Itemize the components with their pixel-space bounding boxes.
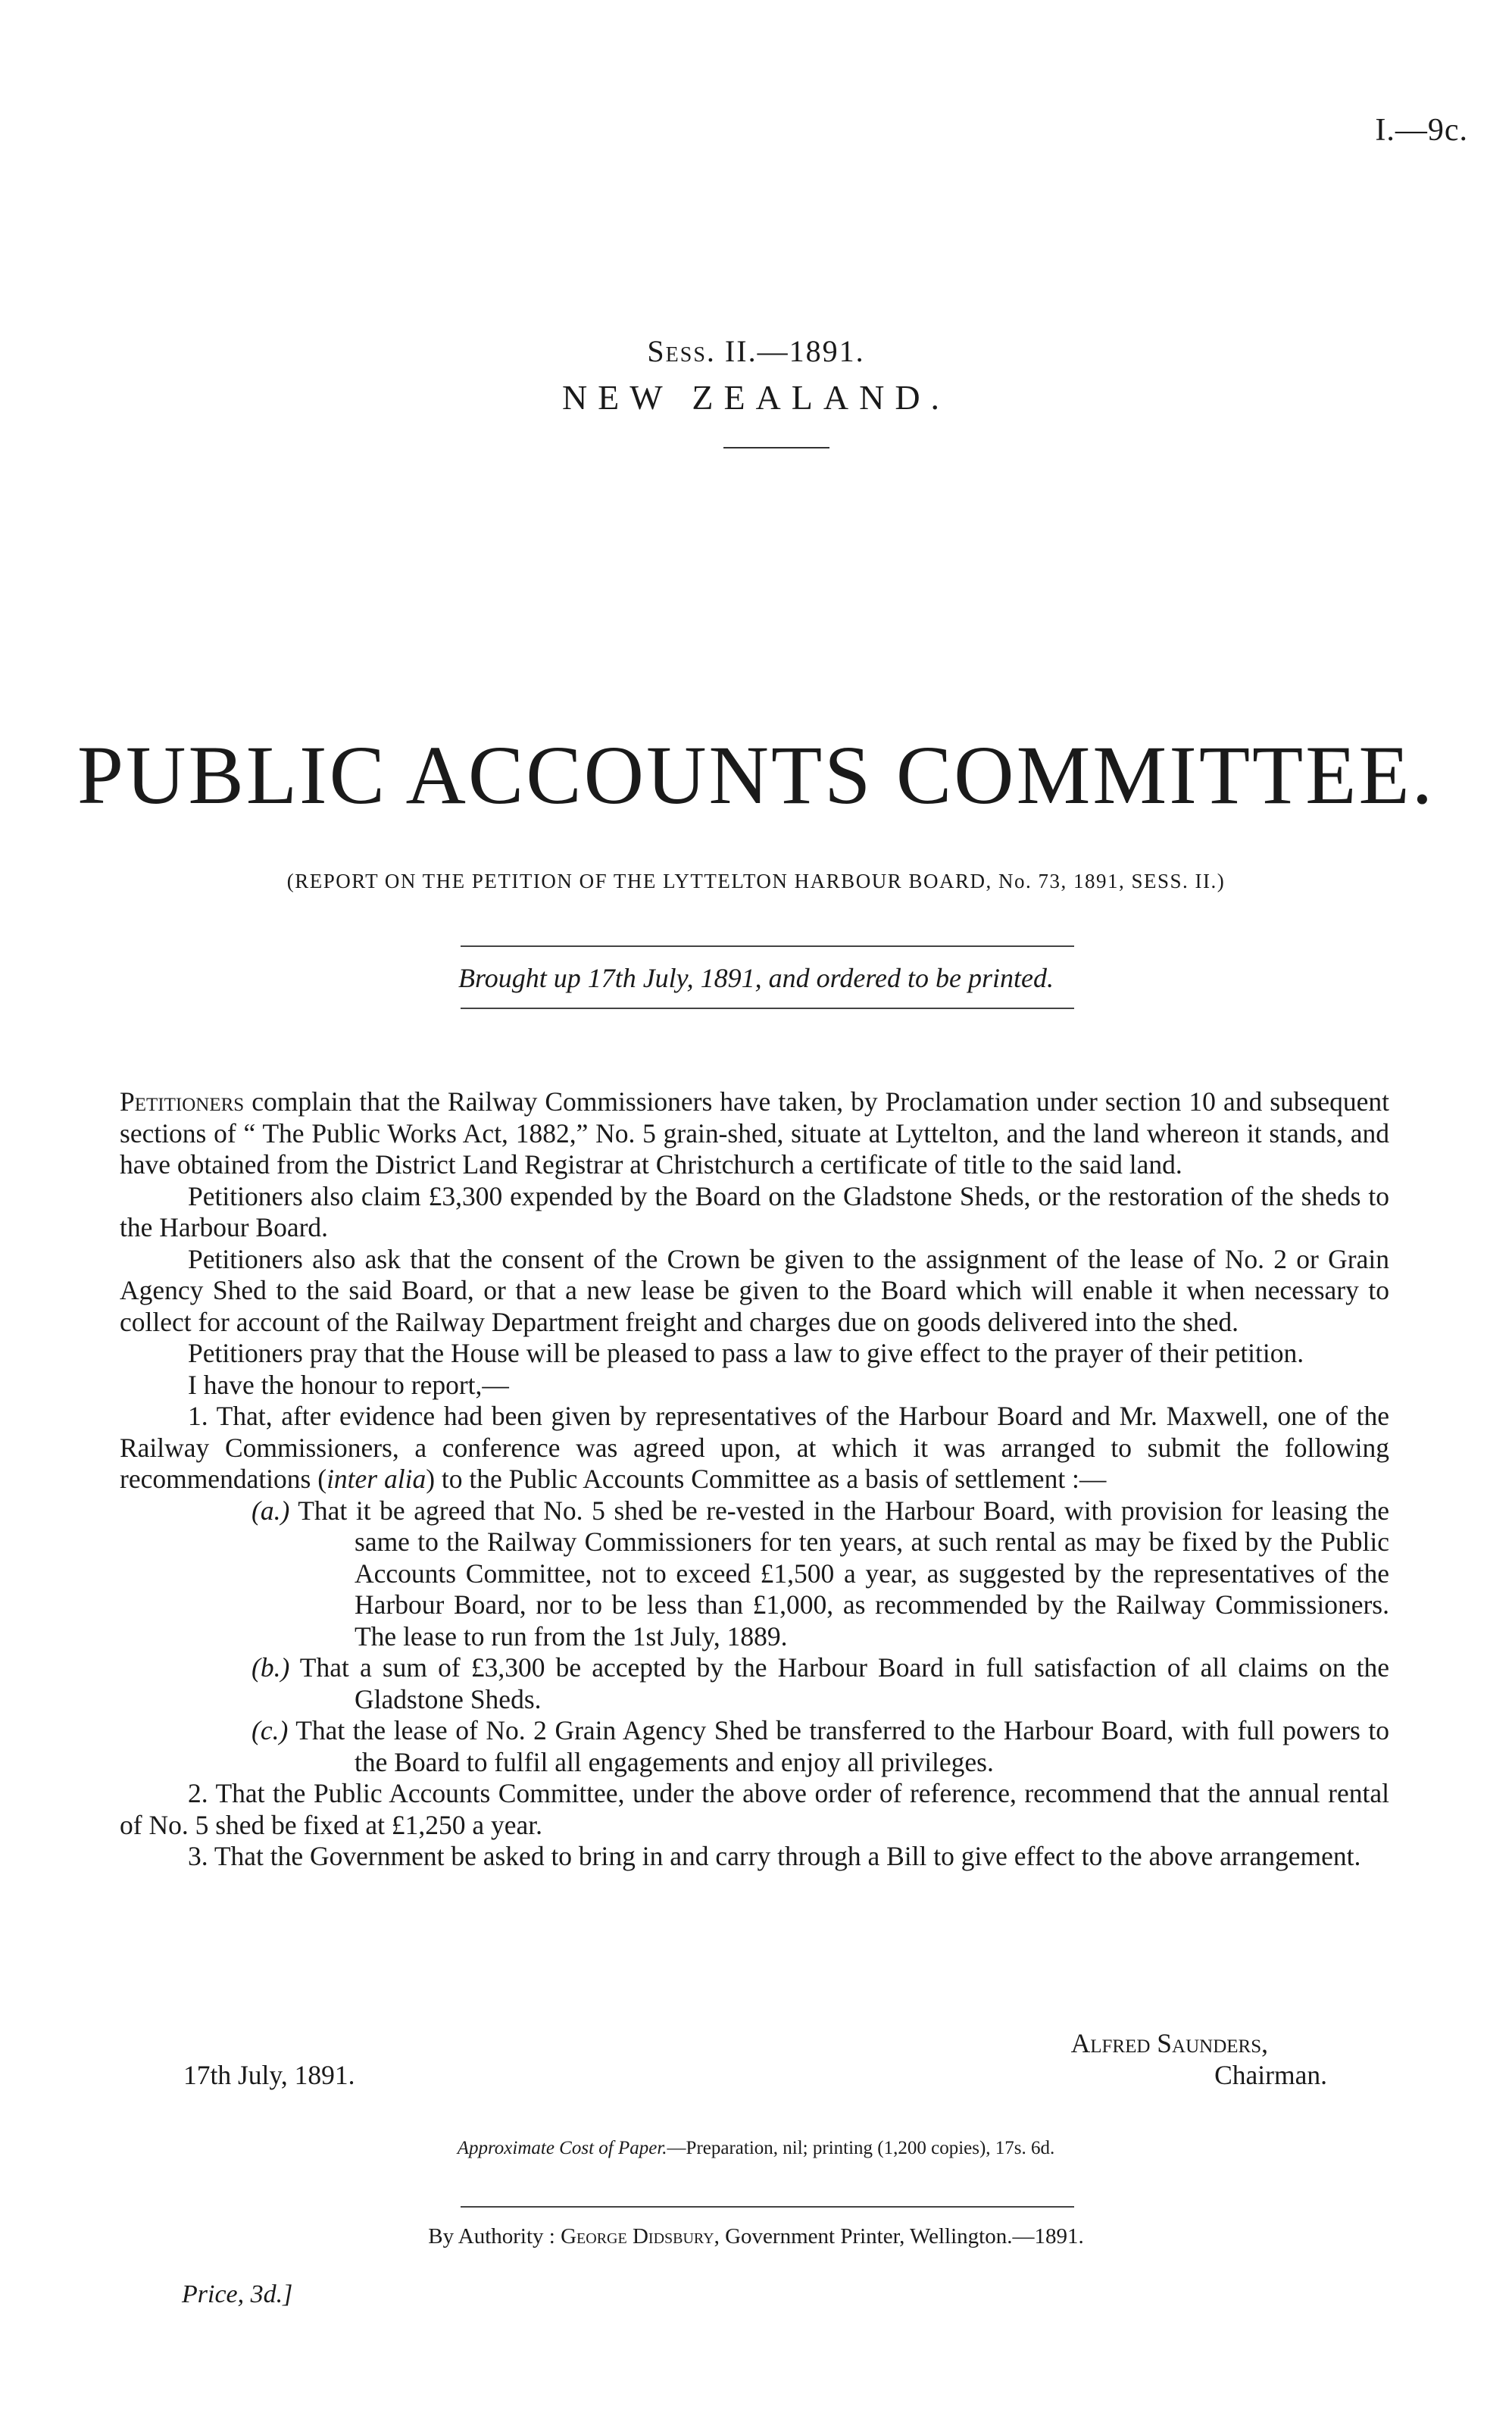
printer-name: George Didsbury, — [561, 2224, 720, 2248]
paragraph-5: I have the honour to report,— — [188, 1369, 509, 1400]
session-prefix: Sess. — [647, 334, 716, 368]
session-year: II.—1891. — [724, 334, 865, 368]
paragraph-4: Petitioners pray that the House will be pleased to pass a law to give effect to the prayer of their petition. — [188, 1338, 1304, 1368]
report-body — [120, 1086, 1389, 1873]
signature-block — [120, 2027, 1327, 2091]
signatory-name: Alfred Saunders, — [1070, 2028, 1268, 2058]
recommendation-a: (a.) That it be agreed that No. 5 shed be re-vested in the Harbour Board, with provision for leasing the same to the Railway Commissioners for ten years, at such rental as may be fixed by the Public Accounts Committee, not to exceed £1,500 a year, as suggested by the representatives of the Harbour Board, nor to be less than £1,000, as recommended by the Railway Commissioners. The lease to run from the 1st July, 1889. — [251, 1495, 1389, 1652]
document-subtitle: (REPORT ON THE PETITION OF THE LYTTELTON HARBOUR BOARD, No. 73, 1891, SESS. II.) — [286, 870, 1226, 892]
paragraph-lead: Petitioners — [120, 1086, 245, 1117]
item-label: (c.) — [251, 1715, 289, 1745]
document-title: PUBLIC ACCOUNTS COMMITTEE. — [77, 729, 1435, 821]
brought-up-note: Brought up 17th July, 1891, and ordered to be printed. — [458, 963, 1054, 993]
country-heading: NEW ZEALAND. — [561, 378, 951, 417]
paragraph-8: 3. That the Government be asked to bring in and carry through a Bill to give effect to the above arrangement. — [188, 1841, 1361, 1871]
paragraph-2: Petitioners also claim £3,300 expended by the Board on the Gladstone Sheds, or the restoration of the sheds to the Harbour Board. — [120, 1180, 1389, 1242]
document-reference: I.—9c. — [1375, 113, 1468, 148]
paragraph-3: Petitioners also ask that the consent of the Crown be given to the assignment of the lease of No. 2 or Grain Agency Shed to the said Board, or that a new lease be given to the Board which will enable it when necessary to collect for account of the Railway Department freight and charges due on goods delivered into the shed. — [120, 1243, 1389, 1337]
report-date: 17th July, 1891. — [183, 2060, 355, 2090]
recommendation-c: (c.) That the lease of No. 2 Grain Agency Shed be transferred to the Harbour Board, with full powers to the Board to fulfil all engagements and enjoy all privileges. — [251, 1715, 1389, 1777]
paragraph-6: 1. That, after evidence had been given by representatives of the Harbour Board and Mr. Maxwell, one of the Railway Commissioners, a conference was agreed upon, at which it was arranged to submit the following recommendations (inter alia) to the Public Accounts Committee as a basis of settlement :— — [120, 1401, 1389, 1494]
paragraph-7: 2. That the Public Accounts Committee, under the above order of reference, recommend that the annual rental of No. 5 shed be fixed at £1,250 a year. — [120, 1778, 1389, 1840]
signatory-role: Chairman. — [1214, 2060, 1327, 2090]
header-divider — [723, 447, 829, 448]
cost-label: Approximate Cost of Paper. — [457, 2138, 667, 2158]
item-label: (b.) — [251, 1652, 290, 1683]
recommendation-b: (b.) That a sum of £3,300 be accepted by the Harbour Board in full satisfaction of all claims on the Gladstone Sheds. — [251, 1652, 1390, 1714]
price-note: Price, 3d.] — [182, 2280, 293, 2308]
cost-text: —Preparation, nil; printing (1,200 copies), 17s. 6d. — [667, 2138, 1055, 2158]
cost-note — [0, 2138, 1512, 2159]
session-heading — [0, 333, 1512, 369]
item-label: (a.) — [251, 1495, 290, 1526]
divider-top — [461, 945, 1074, 947]
divider-footer — [461, 2206, 1074, 2208]
paragraph-1: Petitioners complain that the Railway Commissioners have taken, by Proclamation under section 10 and subsequent sections of “ The Public Works Act, 1882,” No. 5 grain-shed, situate at Lyttelton, and the land whereon it stands, and have obtained from the District Land Registrar at Christchurch a certificate of title to the said land. — [120, 1086, 1390, 1180]
printer-authority: By Authority : George Didsbury, Government Printer, Wellington.—1891. — [428, 2224, 1084, 2248]
divider-bottom — [461, 1008, 1074, 1009]
